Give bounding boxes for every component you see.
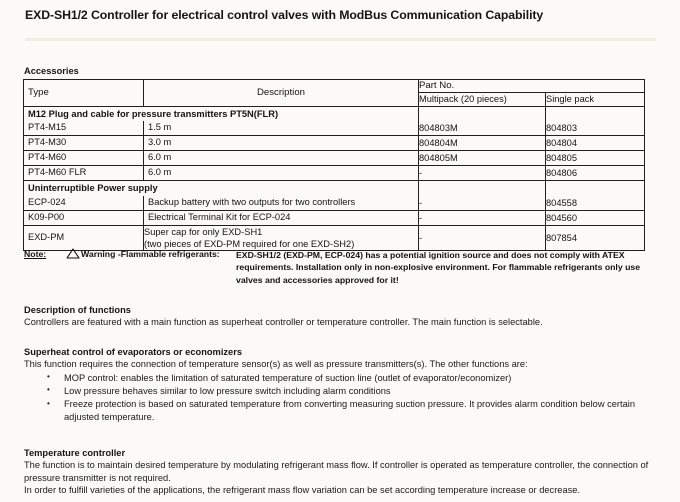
row-description: 3.0 m (144, 136, 419, 151)
row-type: PT4-M15 (24, 121, 144, 135)
note-warning-title: Warning -Flammable refrigerants: (81, 249, 220, 259)
table-row (24, 225, 645, 251)
row-description: 6.0 m (144, 151, 419, 166)
table-row (24, 166, 645, 181)
group-multipack-blank (419, 106, 546, 121)
section-paragraph-2: In order to fulfill varieties of the applications, the refrigerant mass flow variation can be set according temperature increase or decrease. (24, 485, 581, 496)
header-multipack: Multipack (20 pieces) (419, 93, 546, 106)
row-description (144, 225, 419, 251)
list-item: • Freeze protection is based on saturated temperature from converting measuring suction pressure. It provides alarm condition below certain adjusted temperature. (64, 398, 656, 424)
group-title: M12 Plug and cable for pressure transmitters PT5N(FLR) (24, 106, 419, 121)
row-multipack: - (419, 210, 546, 225)
group-title: Uninterruptible Power supply (24, 181, 419, 196)
section-superheat-control (24, 347, 656, 424)
title-divider (25, 38, 656, 41)
section-paragraph-1: The function is to maintain desired temperature by modulating refrigerant mass flow. If controller is operated as temperature controller, the connection of pressure transmitter is not required. (24, 460, 649, 483)
warning-triangle-icon (66, 248, 80, 259)
section-paragraph: Controllers are featured with a main function as superheat controller or temperature controller. The main function is selectable. (24, 317, 543, 327)
header-part-no: Part No. (419, 80, 645, 93)
page-title: EXD-SH1/2 Controller for electrical control valves with ModBus Communication Capability (25, 8, 544, 22)
table-header-row (24, 80, 645, 93)
row-single: 804560 (546, 210, 645, 225)
row-type: K09-P00 (24, 210, 144, 225)
section-temperature-controller (24, 448, 656, 497)
row-single: 807854 (546, 225, 645, 251)
section-heading: Description of functions (24, 305, 131, 315)
row-type: EXD-PM (24, 225, 144, 251)
header-single-pack: Single pack (546, 93, 645, 106)
table-row (24, 136, 645, 151)
table-group-row (24, 181, 645, 196)
row-type: PT4-M30 (24, 136, 144, 151)
row-description-line2: (two pieces of EXD-PM required for one EXD-SH2) (144, 238, 355, 249)
header-description: Description (144, 80, 419, 107)
row-multipack: - (419, 225, 546, 251)
row-single: 804803 (546, 121, 645, 135)
table-row (24, 121, 645, 135)
header-type: Type (24, 80, 144, 107)
note-label: Note: (24, 249, 47, 259)
list-item: • Low pressure behaves similar to low pressure switch including alarm conditions (64, 385, 656, 398)
row-description: 1.5 m (144, 121, 419, 135)
accessories-table (23, 79, 645, 251)
section-heading: Temperature controller (24, 448, 126, 458)
group-multipack-blank (419, 181, 546, 196)
row-type: PT4-M60 FLR (24, 166, 144, 181)
section-paragraph: This function requires the connection of temperature sensor(s) as well as pressure transmitters(s). The other functions are: (24, 359, 528, 369)
group-single-blank (546, 106, 645, 121)
row-multipack: 804805M (419, 151, 546, 166)
row-multipack: - (419, 166, 546, 181)
row-description: 6.0 m (144, 166, 419, 181)
row-description-line1: Super cap for only EXD-SH1 (144, 226, 263, 237)
group-single-blank (546, 181, 645, 196)
section-description-of-functions (24, 305, 656, 329)
row-single: 804804 (546, 136, 645, 151)
table-group-row (24, 106, 645, 121)
accessories-heading: Accessories (24, 66, 79, 76)
row-description: Backup battery with two outputs for two controllers (144, 196, 419, 210)
superheat-bullet-list (24, 372, 656, 425)
table-row (24, 151, 645, 166)
row-single: 804806 (546, 166, 645, 181)
note-body: EXD-SH1/2 (EXD-PM, ECP-024) has a potential ignition source and does not comply with ATEX requirements. Installation only in non-explosive environment. For flammable refrigerants only use valves and accessories approved for it! (236, 250, 641, 285)
row-multipack: 804804M (419, 136, 546, 151)
row-type: ECP-024 (24, 196, 144, 210)
row-description: Electrical Terminal Kit for ECP-024 (144, 210, 419, 225)
list-item: • MOP control: enables the limitation of saturated temperature of suction line (outlet of evaporator/economizer) (64, 372, 656, 385)
table-row (24, 196, 645, 210)
row-type: PT4-M60 (24, 151, 144, 166)
row-single: 804805 (546, 151, 645, 166)
row-multipack: 804803M (419, 121, 546, 135)
section-heading: Superheat control of evaporators or economizers (24, 347, 243, 357)
table-row (24, 210, 645, 225)
row-single: 804558 (546, 196, 645, 210)
row-multipack: - (419, 196, 546, 210)
